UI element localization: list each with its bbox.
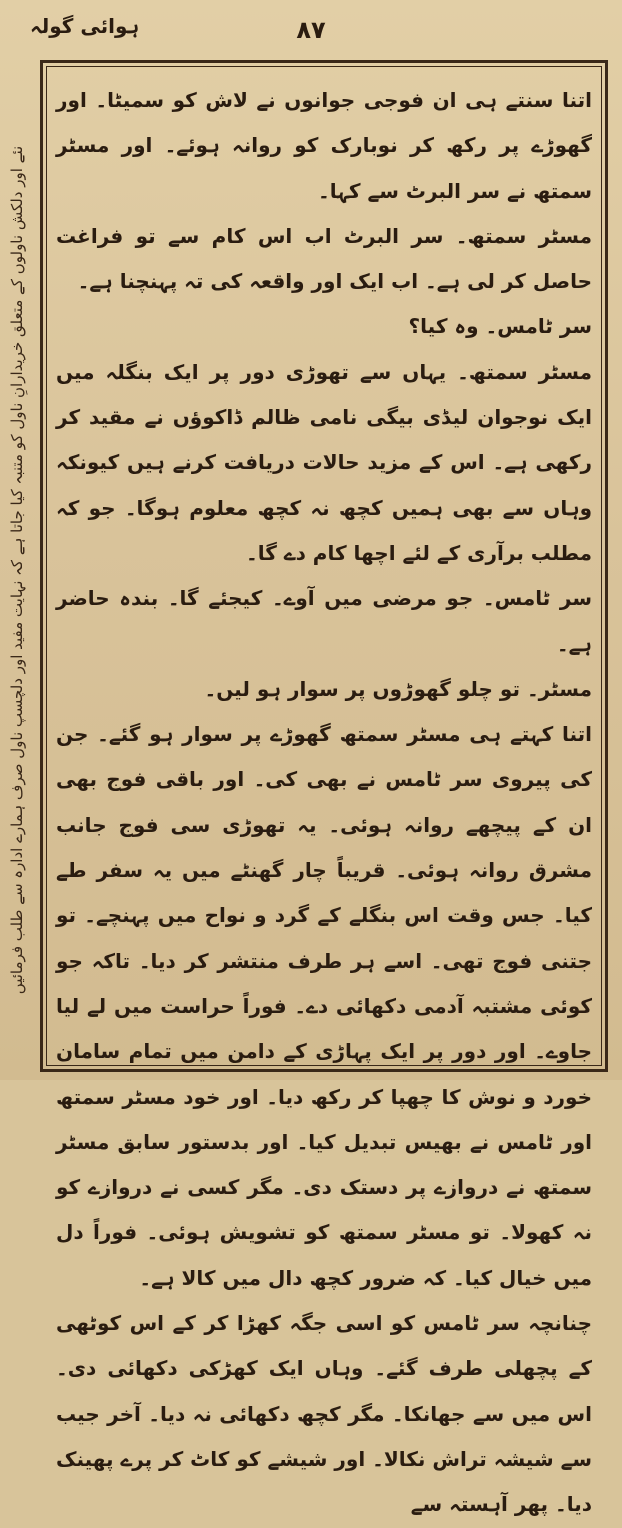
paragraph: اتنا سنتے ہی ان فوجی جوانوں نے لاش کو سمیٹا۔ اور گھوڑے پر رکھ کر نوبارک کو روانہ ہوئے۔ اور مسٹر سمتھ نے سر البرٹ سے کہا۔ bbox=[56, 88, 592, 203]
paragraph: سر ٹامس۔ جو مرضی میں آوے۔ کیجئے گا۔ بندہ حاضر ہے۔ bbox=[56, 586, 592, 656]
paragraph: مسٹر سمتھ۔ یہاں سے تھوڑی دور پر ایک بنگلہ میں ایک نوجوان لیڈی بیگی نامی ظالم ڈاکوؤں نے مقید کر رکھی ہے۔ اس کے مزید حالات دریافت کرنے ہیں کیونکہ وہاں سے بھی ہمیں کچھ نہ کچھ معلوم ہوگا۔ جو کہ مطلب برآری کے لئے اچھا کام دے گا۔ bbox=[56, 359, 592, 565]
paragraph: مسٹر۔ تو چلو گھوڑوں پر سوار ہو لیں۔ bbox=[204, 676, 592, 701]
body-text bbox=[56, 78, 592, 1517]
page-number: ۸۷ bbox=[296, 16, 326, 44]
paragraph: سر ٹامس۔ وہ کیا؟ bbox=[408, 314, 592, 339]
paragraph: اتنا کہتے ہی مسٹر سمتھ گھوڑے پر سوار ہو گئے۔ جن کی پیروی سر ٹامس نے بھی کی۔ اور باقی فوج بھی ان کے پیچھے روانہ ہوئی۔ یہ تھوڑی سی فوج جانب مشرق روانہ ہوئی۔ قریباً چار گھنٹے میں یہ سفر طے کیا۔ جس وقت اس بنگلے کے گرد و نواح میں پہنچے۔ تو جتنی فوج تھی۔ اسے ہر طرف منتشر کر دیا۔ تاکہ جو کوئی مشتبہ آدمی دکھائی دے۔ فوراً حراست میں لے لیا جاوے۔ اور دور پر ایک پہاڑی کے دامن میں تمام سامان خورد و نوش کا چھپا کر رکھ دیا۔ اور خود مسٹر سمتھ اور ٹامس نے بھیس تبدیل کیا۔ اور بدستور سابق مسٹر سمتھ نے دروازے پر دستک دی۔ مگر کسی نے دروازے کو نہ کھولا۔ تو مسٹر سمتھ کو تشویش ہوئی۔ فوراً دل میں خیال کیا۔ کہ ضرور کچھ دال میں کالا ہے۔ bbox=[56, 722, 592, 1290]
margin-advertisement: نئے اور دلکش ناولوں کے متعلق خریدارانِ ناول کو متنبہ کیا جاتا ہے کہ نہایت مفید اور دلچسپ ناول صرف ہمارے ادارہ سے طلب فرمائیں bbox=[8, 145, 26, 995]
page-header bbox=[0, 0, 622, 60]
paragraph: چنانچہ سر ٹامس کو اسی جگہ کھڑا کر کے اس کوٹھی کے پچھلی طرف گئے۔ وہاں ایک کھڑکی دکھائی دی۔ اس میں سے جھانکا۔ مگر کچھ دکھائی نہ دیا۔ آخر جیب سے شیشہ تراش نکالا۔ اور شیشے کو کاٹ کر پرے پھینک دیا۔ پھر آہستہ سے bbox=[56, 1311, 592, 1517]
running-title: ہوائی گولہ bbox=[30, 14, 140, 38]
paragraph: مسٹر سمتھ۔ سر البرٹ اب اس کام سے تو فراغت حاصل کر لی ہے۔ اب ایک اور واقعہ کی تہ پہنچنا ہے۔ bbox=[56, 223, 592, 294]
